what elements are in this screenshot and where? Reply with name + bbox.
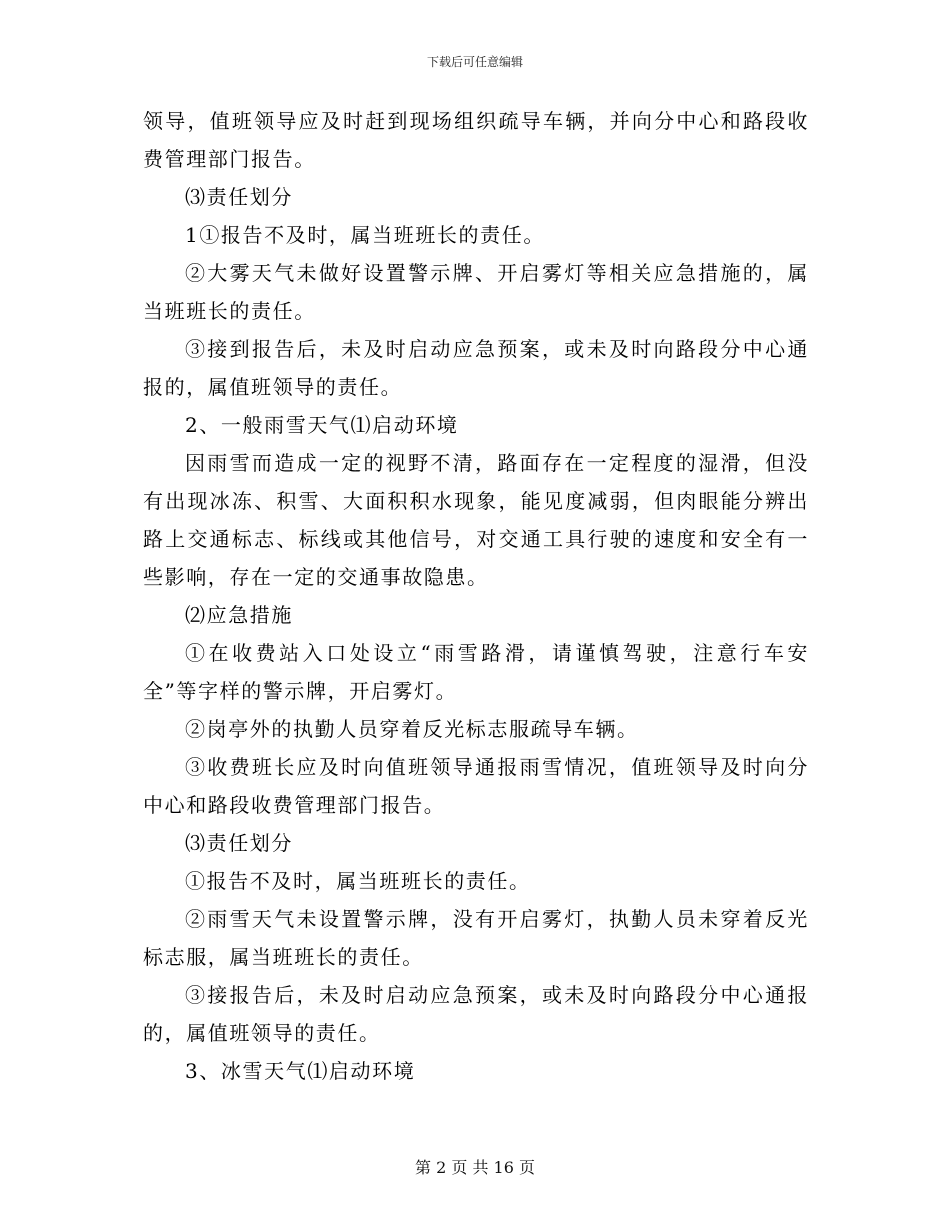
section-heading: ⑵应急措施	[185, 603, 293, 627]
section-heading: 2、一般雨雪天气⑴启动环境	[185, 413, 459, 437]
paragraph: ②雨雪天气未设置警示牌，没有开启雾灯，执勤人员未穿着反光标志服，属当班班长的责任。	[143, 907, 809, 969]
page-footer: 第 2 页 共 16 页	[415, 1158, 535, 1177]
section-heading: ⑶责任划分	[185, 831, 293, 855]
paragraph: ③接到报告后，未及时启动应急预案，或未及时向路段分中心通报的，属值班领导的责任。	[143, 337, 809, 399]
paragraph: ②岗亭外的执勤人员穿着反光标志服疏导车辆。	[185, 717, 639, 741]
paragraph: ①在收费站入口处设立“雨雪路滑，请谨慎驾驶，注意行车安全”等字样的警示牌，开启雾灯。	[143, 641, 809, 703]
paragraph: 因雨雪而造成一定的视野不清，路面存在一定程度的湿滑，但没有出现冰冻、积雪、大面积积水现象，能见度减弱，但肉眼能分辨出路上交通标志、标线或其他信号，对交通工具行驶的速度和安全有一些影响，存在一定的交通事故隐患。	[143, 451, 809, 589]
section-heading: 3、冰雪天气⑴启动环境	[185, 1059, 416, 1083]
paragraph: ①报告不及时，属当班班长的责任。	[185, 869, 531, 893]
paragraph: 领导，值班领导应及时赶到现场组织疏导车辆，并向分中心和路段收费管理部门报告。	[143, 109, 809, 171]
document-body	[143, 102, 809, 1090]
paragraph: ③接报告后，未及时启动应急预案，或未及时向路段分中心通报的，属值班领导的责任。	[143, 983, 809, 1045]
paragraph: 1①报告不及时，属当班班长的责任。	[185, 223, 545, 247]
paragraph: ②大雾天气未做好设置警示牌、开启雾灯等相关应急措施的，属当班班长的责任。	[143, 261, 809, 323]
section-heading: ⑶责任划分	[185, 185, 293, 209]
paragraph: ③收费班长应及时向值班领导通报雨雪情况，值班领导及时向分中心和路段收费管理部门报告。	[143, 755, 809, 817]
page-header: 下载后可任意编辑	[426, 55, 523, 69]
